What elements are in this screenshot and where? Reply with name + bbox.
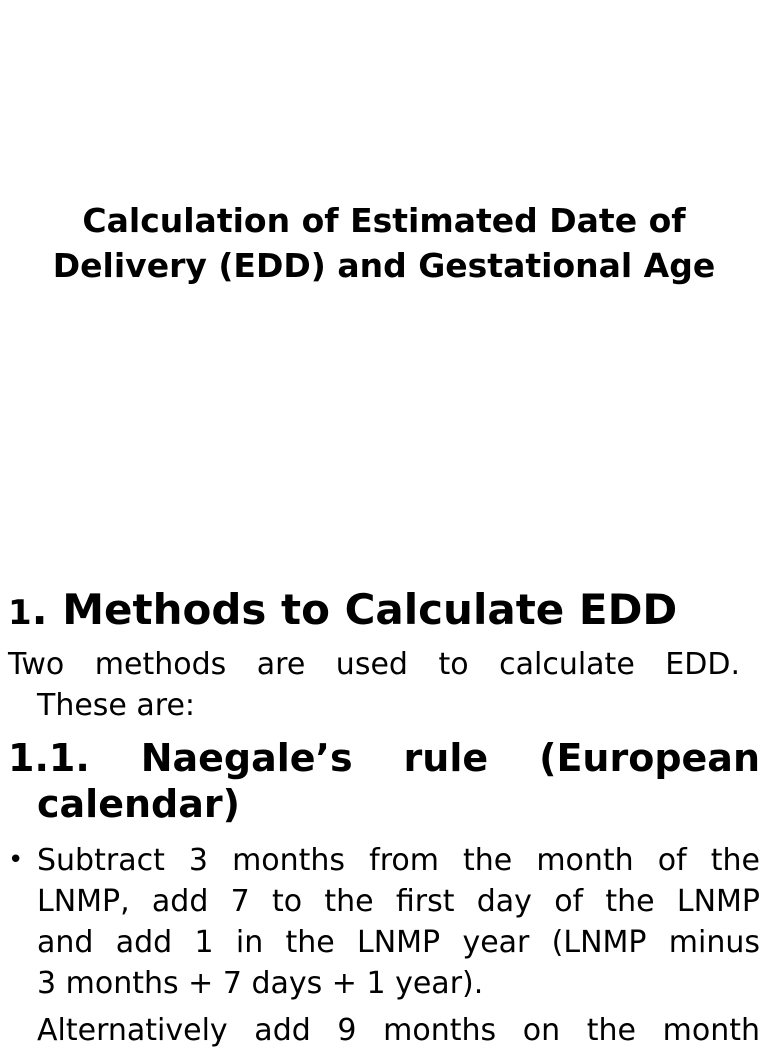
slide-title-line-2: Delivery (EDD) and Gestational Age [52,246,716,285]
slide-title [0,198,768,288]
section-heading [8,584,677,639]
list-item-line-4: 3 months + 7 days + 1 year). [37,966,484,1001]
intro-line-2: These are: [37,688,196,723]
list-item-line-1: Subtract 3 months from the month of the [37,843,760,878]
subsection-heading-line-1: 1.1. Naegale’s rule (European [8,736,760,780]
slide-title-line-1: Calculation of Estimated Date of [82,201,686,240]
intro-paragraph [8,644,740,726]
bullet-marker: • [8,845,24,875]
section-heading-text: . Methods to Calculate EDD [31,585,678,634]
list-item [8,840,760,1004]
subsection-heading [8,735,760,827]
list-item-cut-off: Alternatively add 9 months on the month [37,1013,760,1048]
section-number: 1 [8,593,32,633]
list-item-line-2: LNMP, add 7 to the first day of the LNMP [37,884,760,919]
list-item-line-3: and add 1 in the LNMP year (LNMP minus [37,925,760,960]
intro-line-1: Two methods are used to calculate EDD. [8,647,740,682]
list-item-text [37,840,760,1004]
subsection-heading-line-2: calendar) [37,782,240,826]
